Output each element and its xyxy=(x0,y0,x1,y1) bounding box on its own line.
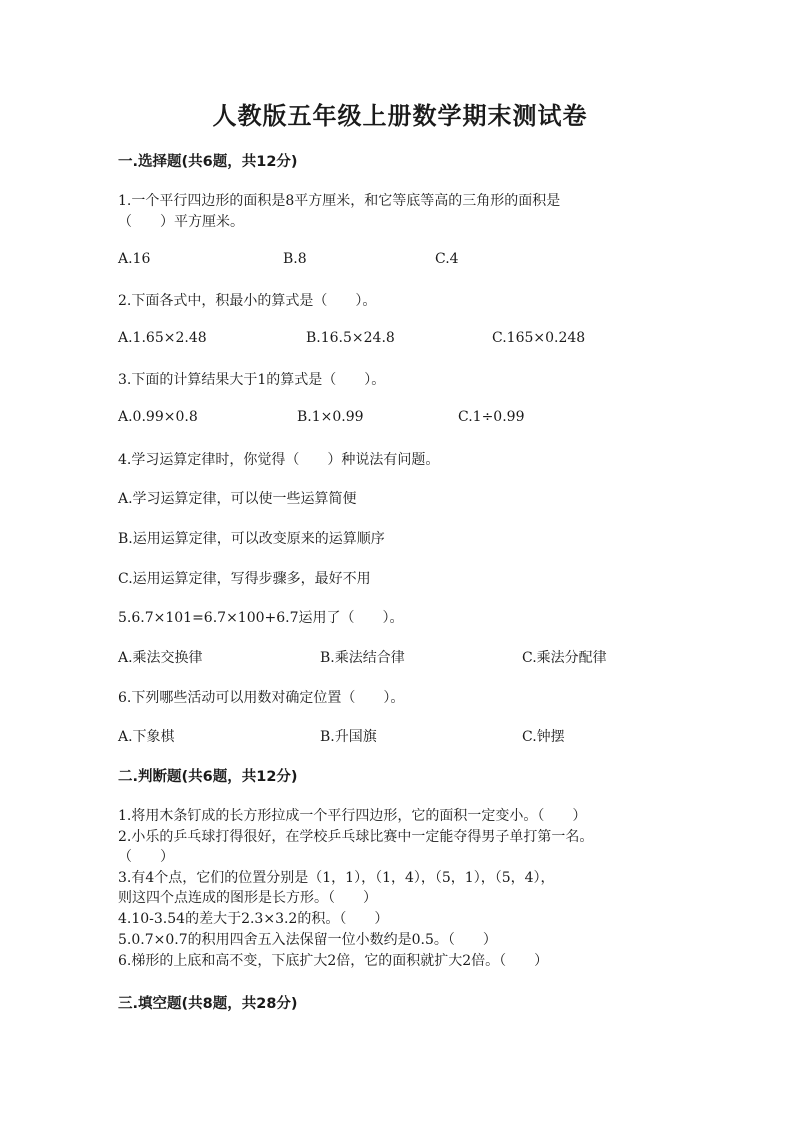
question-5-option-a: A.乘法交换律 xyxy=(118,650,203,666)
question-5-option-b: B.乘法结合律 xyxy=(320,650,405,666)
question-1-option-b: B.8 xyxy=(283,251,307,267)
question-3-option-a: A.0.99×0.8 xyxy=(118,409,198,425)
judgment-line: 1.将用木条钉成的长方形拉成一个平行四边形，它的面积一定变小。（ ） xyxy=(118,808,587,824)
question-2-option-a: A.1.65×2.48 xyxy=(118,330,207,346)
question-5-option-c: C.乘法分配律 xyxy=(522,650,607,666)
question-3-option-c: C.1÷0.99 xyxy=(458,409,525,425)
page-title: 人教版五年级上册数学期末测试卷 xyxy=(212,102,588,130)
question-5: 5.6.7×101=6.7×100+6.7运用了（ ）。 xyxy=(118,610,404,626)
question-2: 2.下面各式中，积最小的算式是（ ）。 xyxy=(118,293,377,309)
question-6-option-c: C.钟摆 xyxy=(522,729,565,745)
section-heading-judgment: 二.判断题(共6题，共12分) xyxy=(118,769,298,785)
judgment-line: 则这四个点连成的图形是长方形。（ ） xyxy=(118,890,377,906)
question-6-option-a: A.下象棋 xyxy=(118,729,175,745)
question-4-option-b: B.运用运算定律，可以改变原来的运算顺序 xyxy=(118,531,385,547)
question-1-option-a: A.16 xyxy=(118,251,151,267)
question-4: 4.学习运算定律时，你觉得（ ）种说法有问题。 xyxy=(118,452,440,468)
question-1-line2: （ ）平方厘米。 xyxy=(118,214,244,230)
section-heading-fill-in: 三.填空题(共8题，共28分) xyxy=(118,996,298,1012)
question-3: 3.下面的计算结果大于1的算式是（ ）。 xyxy=(118,372,386,388)
question-6: 6.下列哪些活动可以用数对确定位置（ ）。 xyxy=(118,690,405,706)
judgment-line: 4.10-3.54的差大于2.3×3.2的积。（ ） xyxy=(118,911,389,927)
judgment-line: 5.0.7×0.7的积用四舍五入法保留一位小数约是0.5。（ ） xyxy=(118,932,497,948)
question-6-option-b: B.升国旗 xyxy=(320,729,377,745)
question-1-line1: 1.一个平行四边形的面积是8平方厘米，和它等底等高的三角形的面积是 xyxy=(118,193,561,209)
question-4-option-a: A.学习运算定律，可以使一些运算简便 xyxy=(118,491,357,507)
question-2-option-c: C.165×0.248 xyxy=(492,330,586,346)
judgment-line: 6.梯形的上底和高不变，下底扩大2倍，它的面积就扩大2倍。（ ） xyxy=(118,953,549,969)
question-4-option-c: C.运用运算定律，写得步骤多，最好不用 xyxy=(118,571,371,587)
question-3-option-b: B.1×0.99 xyxy=(297,409,364,425)
judgment-line: 2.小乐的乒乓球打得很好，在学校乒乓球比赛中一定能夺得男子单打第一名。 xyxy=(118,829,594,845)
question-1-option-c: C.4 xyxy=(435,251,459,267)
section-heading-choice: 一.选择题(共6题，共12分) xyxy=(118,154,298,170)
judgment-line: 3.有4个点，它们的位置分别是（1，1），（1，4），（5，1），（5，4）， xyxy=(118,870,555,886)
judgment-line: （ ） xyxy=(118,849,174,865)
question-2-option-b: B.16.5×24.8 xyxy=(306,330,395,346)
